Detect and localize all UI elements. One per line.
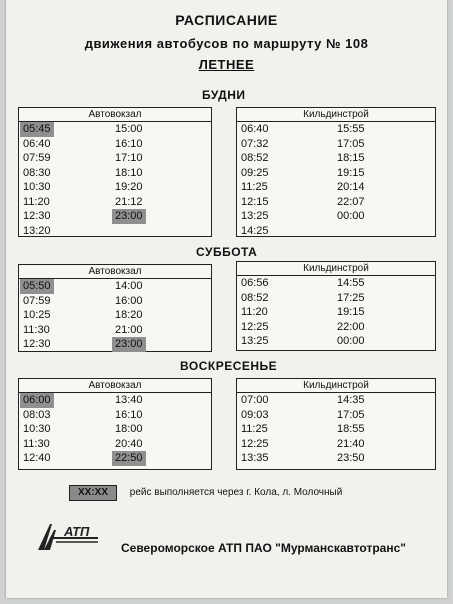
- table-row: [19, 437, 211, 452]
- table-row: [237, 320, 435, 335]
- table-weekdays-kildinstroy: [236, 107, 436, 237]
- timetable-sheet: [6, 0, 447, 598]
- departure-time: 13:25: [241, 210, 269, 222]
- table-header: Кильдинстрой: [237, 262, 435, 276]
- departure-time: 11:25: [241, 423, 268, 435]
- departure-time: 05:45: [20, 122, 54, 137]
- table-row: [237, 437, 435, 452]
- departure-time: 05:50: [20, 279, 54, 294]
- departure-time: 13:25: [241, 335, 269, 347]
- table-row: [19, 337, 211, 352]
- table-header: Кильдинстрой: [237, 379, 435, 393]
- table-row: [19, 209, 211, 224]
- departure-time-second: 19:15: [337, 166, 365, 179]
- departure-time-second: 23:00: [112, 209, 146, 224]
- table-header: Автовокзал: [19, 379, 211, 393]
- departure-time-second: 00:00: [337, 335, 365, 347]
- departure-time: 09:25: [241, 166, 269, 179]
- departure-time-second: 22:07: [337, 195, 365, 208]
- table-row: [19, 195, 211, 210]
- departure-time: 11:20: [241, 306, 268, 318]
- table-row: [237, 276, 435, 291]
- departure-time: 08:30: [23, 166, 51, 179]
- departure-time-second: 16:10: [115, 137, 143, 150]
- table-row: [19, 294, 211, 309]
- departure-time-second: 17:05: [337, 137, 365, 150]
- table-sunday-avtovokzal: [18, 378, 212, 470]
- legend-text: рейс выполняется через г. Кола, л. Молочный: [129, 487, 343, 498]
- departure-time: 07:59: [23, 152, 51, 164]
- departure-time-second: 23:50: [337, 452, 365, 464]
- table-row: [19, 408, 211, 423]
- table-rows: [19, 393, 211, 466]
- table-row: [19, 180, 211, 195]
- departure-time-second: 18:55: [337, 423, 365, 435]
- table-row: [19, 279, 211, 294]
- departure-time-second: 21:00: [115, 323, 143, 336]
- legend-marker: XX:XX: [69, 485, 117, 501]
- section-label-weekdays: БУДНИ: [202, 88, 246, 102]
- departure-time: 07:59: [23, 294, 51, 307]
- departure-time: 08:03: [23, 408, 51, 421]
- table-row: [237, 166, 435, 181]
- departure-time-second: 17:05: [337, 408, 365, 421]
- table-row: [19, 323, 211, 338]
- departure-time-second: 18:20: [115, 309, 143, 321]
- table-sunday-kildinstroy: [236, 378, 436, 470]
- departure-time-second: 14:35: [337, 394, 365, 406]
- departure-time: 12:40: [23, 452, 51, 464]
- table-row: [237, 408, 435, 423]
- departure-time-second: 14:55: [337, 277, 365, 289]
- departure-time-second: 20:14: [337, 181, 365, 193]
- departure-time: 10:25: [23, 309, 51, 321]
- departure-time-second: 17:10: [115, 152, 143, 164]
- departure-time-second: 19:15: [337, 306, 365, 318]
- departure-time: 10:30: [23, 181, 51, 193]
- departure-time: 11:20: [23, 195, 50, 208]
- table-row: [237, 195, 435, 210]
- departure-time-second: 22:50: [112, 451, 146, 466]
- departure-time-second: 20:40: [115, 437, 143, 450]
- departure-time: 11:25: [241, 181, 268, 193]
- departure-time-second: 14:00: [115, 280, 143, 292]
- legend: [69, 485, 342, 499]
- table-header: Автовокзал: [19, 265, 211, 279]
- table-rows: [19, 122, 211, 238]
- table-row: [19, 393, 211, 408]
- table-row: [19, 224, 211, 239]
- departure-time: 12:15: [241, 195, 269, 208]
- departure-time: 12:30: [23, 338, 51, 350]
- departure-time-second: 18:15: [337, 152, 365, 164]
- table-row: [237, 137, 435, 152]
- departure-time: 07:32: [241, 137, 269, 150]
- table-row: [237, 209, 435, 224]
- table-row: [237, 122, 435, 137]
- departure-time-second: 00:00: [337, 210, 365, 222]
- page-title: РАСПИСАНИЕ: [175, 12, 278, 28]
- departure-time: 11:30: [23, 323, 50, 336]
- departure-time-second: 21:12: [115, 195, 143, 208]
- table-row: [19, 308, 211, 323]
- departure-time-second: 18:10: [115, 166, 143, 179]
- table-row: [19, 422, 211, 437]
- departure-time: 14:25: [241, 224, 269, 237]
- table-rows: [19, 279, 211, 352]
- table-row: [237, 334, 435, 349]
- departure-time-second: 18:00: [115, 423, 143, 435]
- departure-time: 13:20: [23, 224, 51, 237]
- logo-text: АТП: [64, 524, 90, 539]
- table-row: [237, 151, 435, 166]
- table-row: [237, 393, 435, 408]
- departure-time: 08:52: [241, 152, 269, 164]
- departure-time-second: 22:00: [337, 320, 365, 333]
- table-row: [237, 422, 435, 437]
- departure-time: 11:30: [23, 437, 50, 450]
- table-row: [237, 451, 435, 466]
- departure-time: 09:03: [241, 408, 269, 421]
- table-row: [19, 122, 211, 137]
- departure-time: 08:52: [241, 291, 269, 304]
- table-row: [19, 151, 211, 166]
- departure-time: 06:56: [241, 277, 269, 289]
- table-saturday-kildinstroy: [236, 261, 436, 351]
- table-row: [237, 180, 435, 195]
- table-row: [237, 291, 435, 306]
- departure-time: 07:00: [241, 394, 269, 406]
- departure-time-second: 16:10: [115, 408, 143, 421]
- section-label-saturday: СУББОТА: [196, 245, 258, 259]
- table-row: [19, 451, 211, 466]
- atp-logo-icon: [36, 516, 100, 552]
- departure-time: 10:30: [23, 423, 51, 435]
- season-label: ЛЕТНЕЕ: [198, 57, 255, 72]
- section-label-sunday: ВОСКРЕСЕНЬЕ: [180, 359, 278, 373]
- departure-time-second: 15:00: [115, 123, 143, 135]
- table-row: [19, 137, 211, 152]
- page-subtitle: движения автобусов по маршруту № 108: [84, 36, 369, 51]
- table-row: [19, 166, 211, 181]
- departure-time-second: 13:40: [115, 394, 143, 406]
- departure-time-second: 16:00: [115, 294, 143, 307]
- departure-time-second: 23:00: [112, 337, 146, 352]
- departure-time: 06:40: [241, 123, 269, 135]
- departure-time-second: 21:40: [337, 437, 365, 450]
- table-weekdays-avtovokzal: [18, 107, 212, 237]
- organization-footer: Североморское АТП ПАО "Мурманскавтотранс": [121, 541, 406, 555]
- table-header: Кильдинстрой: [237, 108, 435, 122]
- departure-time-second: 19:20: [115, 181, 143, 193]
- departure-time: 06:00: [20, 393, 54, 408]
- table-saturday-avtovokzal: [18, 264, 212, 352]
- table-rows: [237, 122, 435, 238]
- departure-time: 13:35: [241, 452, 269, 464]
- departure-time-second: 15:55: [337, 123, 365, 135]
- departure-time: 12:25: [241, 437, 269, 450]
- table-rows: [237, 276, 435, 349]
- departure-time-second: 17:25: [337, 291, 365, 304]
- table-header: Автовокзал: [19, 108, 211, 122]
- departure-time: 12:25: [241, 320, 269, 333]
- table-row: [237, 224, 435, 239]
- table-row: [237, 305, 435, 320]
- departure-time: 12:30: [23, 210, 51, 222]
- table-rows: [237, 393, 435, 466]
- departure-time: 06:40: [23, 137, 51, 150]
